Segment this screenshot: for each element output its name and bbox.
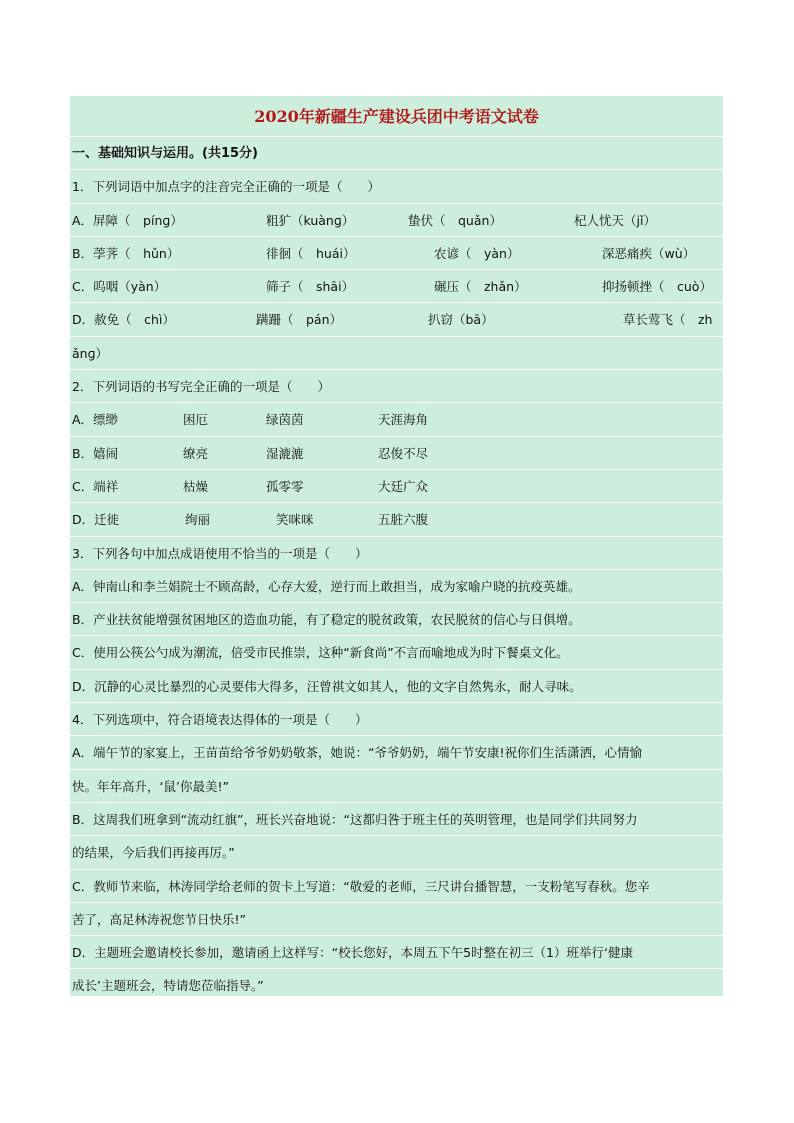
question-4-stem: 4．下列选项中，符合语境表达得体的一项是（ ）	[70, 703, 723, 736]
question-2-option-a	[70, 403, 723, 436]
question-1-option-d-continued: ǎnɡ）	[70, 337, 723, 370]
question-4-option-c-line2: 苦了，高足林涛祝您节日快乐!”	[70, 903, 723, 936]
option-item: 笑咪咪	[276, 512, 314, 528]
option-item: A．缥缈	[72, 412, 119, 428]
question-1-option-a	[70, 204, 723, 237]
option-item: 大廷广众	[378, 478, 429, 494]
question-1-option-c	[70, 270, 723, 303]
question-1-option-b	[70, 237, 723, 270]
option-item: B．荸荠（ hǔn）	[72, 245, 180, 261]
question-4-option-d-line2: 成长’主题班会，特请您莅临指导。”	[70, 969, 723, 1002]
question-4-option-d-line1: D．主题班会邀请校长参加，邀请函上这样写：“校长您好，本周五下午5时整在初三（1）班举行‘健康	[70, 936, 723, 969]
option-item: 蹒跚（ pán）	[256, 312, 343, 328]
option-item: 草长莺飞（ zh	[623, 312, 713, 328]
option-item: 农谚（ yàn）	[434, 245, 520, 261]
option-item: D．赦免（ chì）	[72, 312, 175, 328]
question-4-option-a-line2: 快。年年高升，‘鼠’你最美!”	[70, 770, 723, 803]
question-2-stem: 2．下列词语的书写完全正确的一项是（ ）	[70, 370, 723, 403]
option-item: 天涯海角	[378, 412, 429, 428]
option-item: 深恶痛疾（wù）	[602, 245, 696, 261]
option-item: A．屏障（ pínɡ）	[72, 212, 183, 228]
option-item: 湿漉漉	[266, 445, 304, 461]
option-item: 五脏六腹	[378, 512, 429, 528]
option-item: 徘徊（ huái）	[266, 245, 356, 261]
option-item: 孤零零	[266, 478, 304, 494]
option-item: 碾压（ zhǎn）	[434, 279, 527, 295]
question-3-option-a: A．钟南山和李兰娟院士不顾高龄，心存大爱，逆行而上敢担当，成为家喻户晓的抗疫英雄。	[70, 570, 723, 603]
option-item: 缭亮	[183, 445, 209, 461]
option-item: 抑扬顿挫（ cuò）	[602, 279, 712, 295]
option-item: 蛰伏（ quǎn）	[408, 212, 502, 228]
option-item: 绚丽	[185, 512, 211, 528]
option-item: 绿茵茵	[266, 412, 304, 428]
question-4-option-b-line1: B．这周我们班拿到“流动红旗”，班长兴奋地说：“这都归咎于班主任的英明管理，也是同学们共同努力	[70, 803, 723, 836]
question-2-option-b	[70, 437, 723, 470]
question-4-option-b-line2: 的结果，今后我们再接再厉。”	[70, 836, 723, 869]
question-4-option-a-line1: A．端午节的家宴上，王苗苗给爷爷奶奶敬茶，她说：“爷爷奶奶，端午节安康!祝你们生活潇洒，心情愉	[70, 736, 723, 769]
option-item: 筛子（ shāi）	[266, 279, 355, 295]
option-item: 忍俊不尽	[378, 445, 429, 461]
question-1-option-d	[70, 303, 723, 336]
option-item: 枯燥	[183, 478, 209, 494]
question-4-option-c-line1: C．教师节来临，林涛同学给老师的贺卡上写道：“敬爱的老师，三尺讲台播智慧，一支粉笔写春秋。您辛	[70, 870, 723, 903]
page-title: 2020年新疆生产建设兵团中考语文试卷	[70, 96, 723, 137]
option-item: D．迁徙	[72, 512, 120, 528]
section-heading: 一、基础知识与运用。(共15分)	[70, 137, 723, 170]
option-item: B．嬉闹	[72, 445, 119, 461]
option-item: C．端祥	[72, 478, 119, 494]
option-item: 扒窃（bā）	[428, 312, 494, 328]
question-3-option-d: D．沉静的心灵比暴烈的心灵要伟大得多，汪曾祺文如其人，他的文字自然隽永，耐人寻味。	[70, 670, 723, 703]
question-2-option-d	[70, 503, 723, 536]
option-item: 粗犷（kuànɡ）	[266, 212, 355, 228]
question-1-stem: 1．下列词语中加点字的注音完全正确的一项是（ ）	[70, 170, 723, 203]
question-3-option-b: B．产业扶贫能增强贫困地区的造血功能，有了稳定的脱贫政策，农民脱贫的信心与日俱增。	[70, 603, 723, 636]
option-item: 困厄	[183, 412, 209, 428]
option-item: C．呜咽（yàn）	[72, 279, 167, 295]
question-3-option-c: C．使用公筷公勺成为潮流，倍受市民推崇，这种“新食尚”不言而喻地成为时下餐桌文化。	[70, 636, 723, 669]
question-3-stem: 3．下列各句中加点成语使用不恰当的一项是（ ）	[70, 537, 723, 570]
option-item: 杞人忧天（jǐ）	[574, 212, 656, 228]
exam-page	[70, 96, 723, 996]
question-2-option-c	[70, 470, 723, 503]
